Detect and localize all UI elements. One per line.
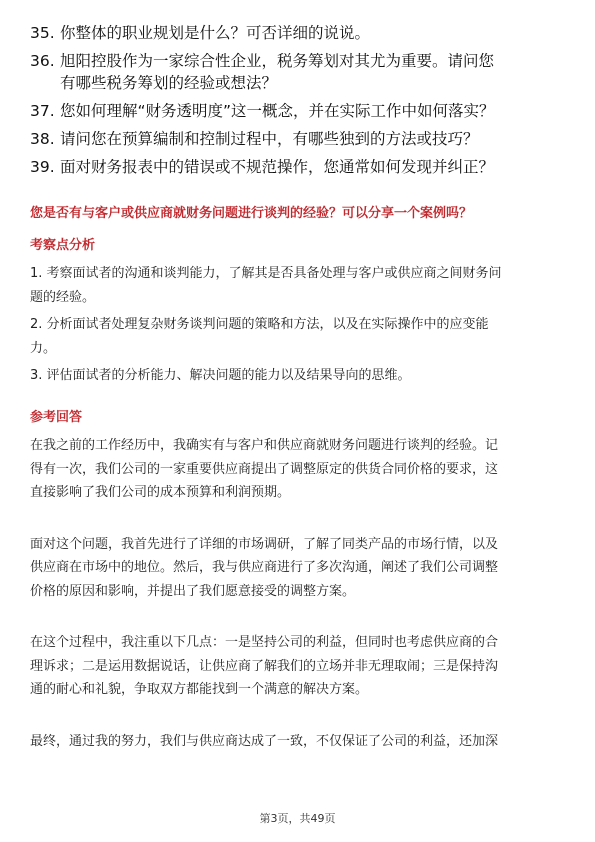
- question-number: 38.: [30, 130, 55, 148]
- analysis-item: [30, 364, 565, 388]
- question-item: [30, 156, 570, 178]
- answer-line: 在我之前的工作经历中，我确实有与客户和供应商就财务问题进行谈判的经验。记: [30, 438, 499, 453]
- page-footer: 第3页，共49页: [259, 812, 336, 825]
- answer-paragraph: [30, 533, 565, 604]
- question-item: [30, 50, 570, 94]
- question-number: 39.: [30, 158, 55, 176]
- analysis-line: 1. 考察面试者的沟通和谈判能力，了解其是否具备处理与客户或供应商之间财务问: [30, 266, 502, 281]
- question-list: [30, 22, 570, 184]
- question-text: [60, 50, 570, 94]
- answer-line: 最终，通过我的努力，我们与供应商达成了一致，不仅保证了公司的利益，还加深: [30, 733, 499, 749]
- answer-paragraph: [30, 434, 565, 505]
- analysis-section: [30, 236, 565, 388]
- question-item: [30, 22, 570, 44]
- answer-section: [30, 408, 565, 753]
- question-line: 面对财务报表中的错误或不规范操作，您通常如何发现并纠正？: [60, 158, 495, 176]
- question-number: 36.: [30, 52, 55, 70]
- answer-line: 供应商在市场中的地位。然后，我与供应商进行了多次沟通，阐述了我们公司调整: [30, 560, 499, 575]
- question-text: [60, 22, 570, 44]
- answer-line: 价格的原因和影响，并提出了我们愿意接受的调整方案。: [30, 583, 356, 599]
- question-text: [60, 128, 570, 150]
- analysis-line: 3. 评估面试者的分析能力、解决问题的能力以及结果导向的思维。: [30, 368, 411, 383]
- answer-paragraph: [30, 631, 565, 702]
- question-item: [30, 100, 570, 122]
- analysis-line: 题的经验。: [30, 289, 96, 305]
- analysis-item: [30, 262, 565, 309]
- question-number: 37.: [30, 102, 55, 120]
- question-line: 有哪些税务筹划的经验或想法？: [60, 74, 278, 92]
- analysis-line: 2. 分析面试者处理复杂财务谈判问题的策略和方法，以及在实际操作中的应变能: [30, 317, 489, 332]
- featured-question-section: [30, 204, 565, 224]
- answer-line: 理诉求；二是运用数据说话，让供应商了解我们的立场并非无理取闹；三是保持沟: [30, 658, 499, 674]
- question-item: [30, 128, 570, 150]
- analysis-line: 力。: [30, 340, 57, 356]
- answer-heading: 参考回答: [30, 410, 83, 425]
- question-text: [60, 100, 570, 122]
- question-number: 35.: [30, 24, 55, 42]
- question-text: [60, 156, 570, 178]
- question-line: 请问您在预算编制和控制过程中，有哪些独到的方法或技巧？: [60, 130, 479, 148]
- question-line: 你整体的职业规划是什么？可否详细的说说。: [60, 24, 371, 42]
- featured-question: 您是否有与客户或供应商就财务问题进行谈判的经验？可以分享一个案例吗？: [30, 206, 473, 221]
- analysis-heading: 考察点分析: [30, 238, 96, 253]
- answer-line: 通的耐心和礼貌，争取双方都能找到一个满意的解决方案。: [30, 682, 369, 697]
- question-line: 旭阳控股作为一家综合性企业，税务筹划对其尤为重要。请问您: [60, 52, 495, 70]
- answer-line: 直接影响了我们公司的成本预算和利润预期。: [30, 485, 291, 500]
- question-line: 您如何理解“财务透明度”这一概念，并在实际工作中如何落实？: [60, 102, 495, 120]
- answer-line: 在这个过程中，我注重以下几点：一是坚持公司的利益，但同时也考虑供应商的合: [30, 635, 499, 650]
- analysis-item: [30, 313, 565, 360]
- answer-paragraph: [30, 730, 565, 754]
- answer-line: 面对这个问题，我首先进行了详细的市场调研，了解了同类产品的市场行情，以及: [30, 536, 499, 552]
- answer-line: 得有一次，我们公司的一家重要供应商提出了调整原定的供货合同价格的要求，这: [30, 461, 499, 477]
